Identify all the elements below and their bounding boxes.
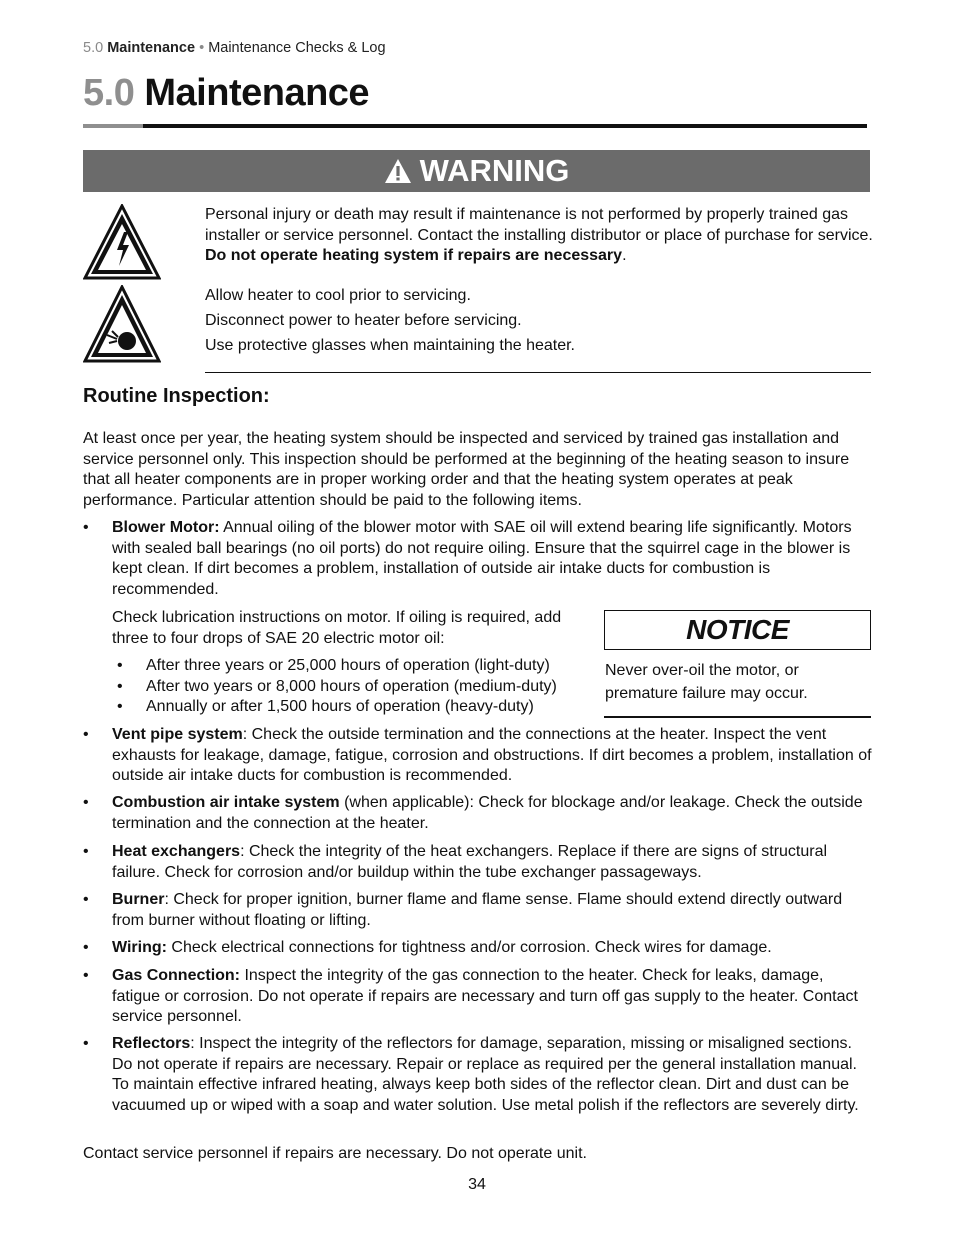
item-text: Inspect the integrity of the gas connection to the heater. Check for leaks, damage, fatigue or corrosion. Do not operate if repairs are necessary and turn off gas supply to the heater. Contact service personnel. [112,967,858,1025]
item-text: After three years or 25,000 hours of operation (light-duty) [146,657,550,674]
list-item-burner [83,890,873,931]
routine-inspection-heading: Routine Inspection: [83,385,270,407]
bullet-marker: • [83,519,89,536]
list-item-heat-exchangers [83,842,873,883]
warning-paragraph-bold: Do not operate heating system if repairs are necessary [205,247,623,264]
item-text: Annual oiling of the blower motor with SAE oil will extend bearing life significantly. Motors with sealed ball bearings (no oil ports) do not require oiling. Ensure that the squirrel cage in the blower is kept clean. If dirt becomes a problem, installation of outside air intake ducts for combustion is recommended. [112,519,852,598]
bullet-marker: • [83,967,89,984]
routine-intro: At least once per year, the heating system should be inspected and serviced by trained gas installation and service personnel only. This inspection should be performed at the beginning of the heating season to insure that all heater components are in proper working order and that the heating system operates at peak performance. Particular attention should be paid to the following items. [83,430,850,509]
notice-text: Never over-oil the motor, or premature failure may occur. [605,662,808,702]
page-title-text: Maintenance [144,72,370,114]
list-item-gas-connection [83,966,873,1028]
precaution-item: Disconnect power to heater before servicing. [205,312,522,329]
bullet-marker: • [117,677,123,695]
lubrication-schedule [112,656,592,718]
item-label: Gas Connection: [112,967,241,984]
lubrication-instructions: Check lubrication instructions on motor. If oiling is required, add three to four drops of SAE 20 electric motor oil: [112,609,562,647]
page-title-number: 5.0 [83,72,135,114]
list-item [112,677,592,698]
bullet-marker: • [83,1035,89,1052]
item-text: : Check the integrity of the heat exchangers. Replace if there are signs of structural failure. Check for corrosion and/or buildup within the tube exchanger passageways. [112,843,828,881]
item-text: : Check the outside termination and the connections at the heater. Inspect the vent exhausts for leakage, damage, fatigue, corrosion and obstructions. If dirt becomes a problem, installation of outside air intake ducts for combustion is recommended. [112,726,872,784]
precaution-item: Allow heater to cool prior to servicing. [205,287,471,304]
item-label: Vent pipe system [112,726,243,743]
item-label: Burner [112,891,165,908]
warning-label: WARNING [419,153,570,188]
warning-paragraph-end: . [622,247,627,264]
item-label: Heat exchangers [112,843,241,860]
notice-divider [604,716,871,718]
bullet-marker: • [117,698,123,715]
breadcrumb-page-name: Maintenance Checks & Log [208,40,386,56]
list-item-combustion-air [83,793,873,834]
item-text: : Check for proper ignition, burner flame and flame sense. Flame should extend directly outward from burner without floating or lifting. [112,891,843,929]
bullet-marker: • [83,794,89,811]
bullet-marker: • [83,726,89,743]
item-label: Blower Motor: [112,519,220,536]
item-text: (when applicable): Check for blockage and/or leakage. Check the outside termination and the connection at the heater. [112,794,863,832]
notice-box [604,610,871,650]
warning-precautions [205,283,865,358]
item-label: Combustion air intake system [112,794,340,811]
page-number: 34 [468,1176,486,1193]
list-item [112,656,592,677]
breadcrumb [83,40,386,56]
warning-triangle-icon [384,158,412,184]
warning-banner [83,150,870,192]
bullet-marker: • [83,891,89,908]
item-text: After two years or 8,000 hours of operation (medium-duty) [146,677,557,695]
breadcrumb-section-name: Maintenance [107,40,196,56]
electric-shock-hazard-icon [83,204,161,280]
warning-paragraph-text: Personal injury or death may result if maintenance is not performed by properly trained gas installer or service personnel. Contact the installing distributor or place of purchase for service. [205,206,873,244]
item-label: Wiring: [112,939,167,956]
bullet-marker: • [83,939,89,956]
closing-note: Contact service personnel if repairs are necessary. Do not operate unit. [83,1145,587,1162]
list-item-reflectors [83,1034,873,1116]
bullet-marker: • [83,843,89,860]
eye-protection-hazard-icon [83,285,161,363]
item-text: : Inspect the integrity of the reflectors for damage, separation, missing or misaligned sections. Do not operate if repairs are necessary. Repair or replace as required per the general installation manual. To maintain effective infrared heating, always keep both sides of the reflector clean. Dirt and dust can be vacuumed up or wiped with a soap and water solution. Use metal polish if the reflectors are severely dirty. [112,1035,859,1114]
notice-label: NOTICE [686,614,789,645]
warning-divider [205,372,871,373]
title-rule-accent [83,124,143,128]
list-item-wiring [83,938,873,959]
warning-paragraph [205,205,875,267]
bullet-marker: • [117,657,123,674]
item-text: Check electrical connections for tightness and/or corrosion. Check wires for damage. [166,939,772,956]
breadcrumb-separator: • [199,40,205,56]
list-item [112,697,592,718]
list-item-blower-motor [83,518,873,600]
item-text: Annually or after 1,500 hours of operation (heavy-duty) [146,698,534,715]
breadcrumb-section-number: 5.0 [83,40,104,56]
item-label: Reflectors [112,1035,191,1052]
precaution-item: Use protective glasses when maintaining the heater. [205,337,575,354]
title-rule [143,124,867,128]
list-item-vent-pipe [83,725,873,787]
page-title [83,72,369,115]
